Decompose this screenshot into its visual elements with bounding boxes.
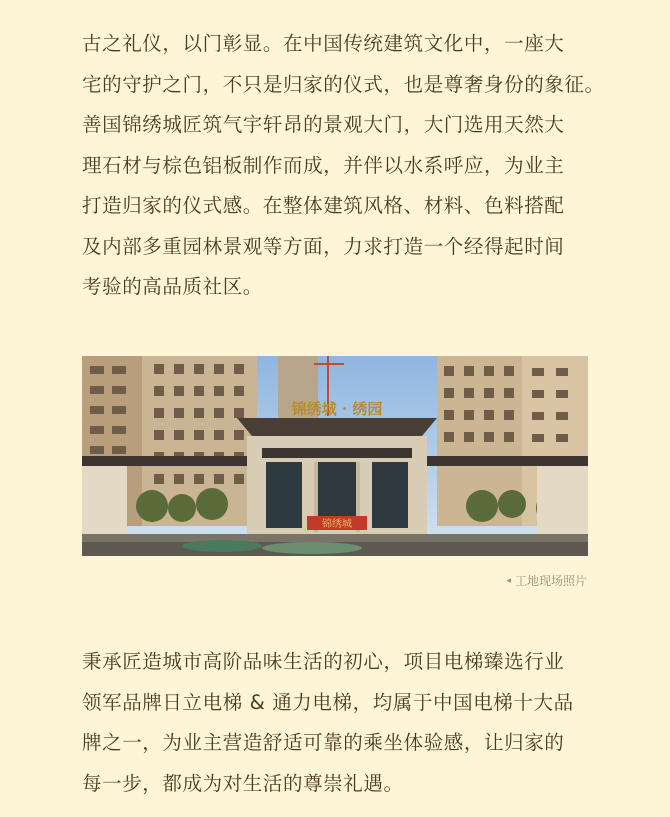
site-photo xyxy=(82,356,588,556)
photo-caption xyxy=(506,572,587,589)
paragraph-line: 领军品牌日立电梯 & 通力电梯，均属于中国电梯十大品 xyxy=(82,690,574,714)
triangle-left-icon: ◂ xyxy=(506,575,511,586)
paragraph-line: 打造归家的仪式感。在整体建筑风格、材料、色料搭配 xyxy=(82,194,565,217)
paragraph-line: 及内部多重园林景观等方面，力求打造一个经得起时间 xyxy=(82,234,565,258)
paragraph-line: 秉承匠造城市高阶品味生活的初心，项目电梯臻选行业 xyxy=(82,650,565,673)
paragraph-line: 宅的守护之门，不只是归家的仪式，也是尊奢身份的象征。 xyxy=(82,72,605,96)
gate-sign: 锦绣城 · 绣园 xyxy=(291,400,383,418)
paragraph-line: 每一步，都成为对生活的尊崇礼遇。 xyxy=(82,771,404,795)
paragraph-line: 古之礼仪，以门彰显。在中国传统建筑文化中，一座大 xyxy=(82,32,565,55)
paragraph-line: 理石材与棕色铝板制作而成，并伴以水系呼应，为业主 xyxy=(82,153,565,177)
caption-text: 工地现场照片 xyxy=(514,574,587,588)
paragraph-line: 考验的高品质社区。 xyxy=(82,275,263,298)
elevator-paragraph xyxy=(82,642,602,804)
paragraph-line: 牌之一，为业主营造舒适可靠的乘坐体验感，让归家的 xyxy=(82,731,565,754)
intro-paragraph xyxy=(82,24,605,308)
lower-sign: 锦绣城 xyxy=(322,519,352,530)
gate-photo-illustration xyxy=(82,356,588,556)
paragraph-line: 善国锦绣城匠筑气宇轩昂的景观大门，大门选用天然大 xyxy=(82,113,565,136)
